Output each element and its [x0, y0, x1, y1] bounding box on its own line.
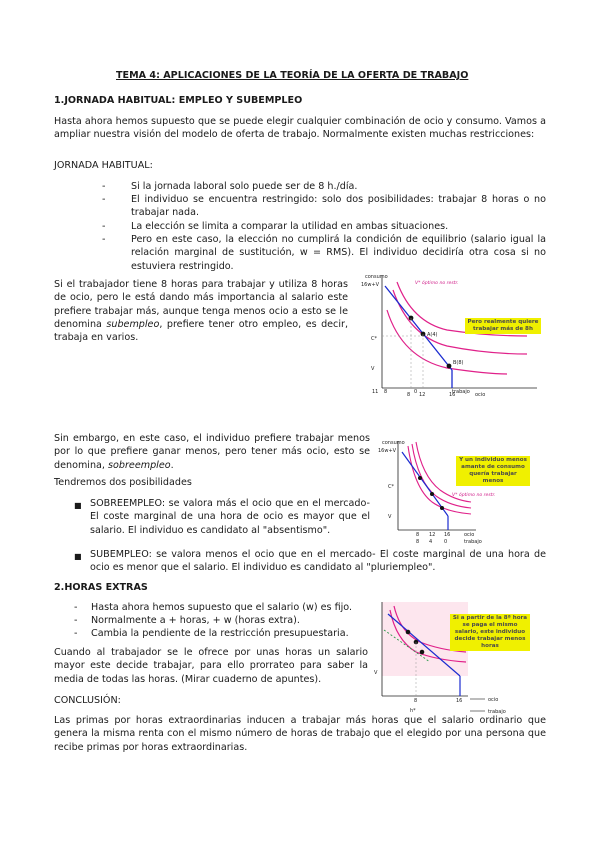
- fig1-x-tick-bottom: 0: [414, 389, 418, 395]
- para-text: Si el trabajador tiene 8 horas para trabajar y utiliza 8 horas de ocio, pero le está dando más importancia al salario este prefiere trabajar más, aunque tenga menos ocio a esto se le denomina: [54, 279, 348, 330]
- fig2-x-label-top: ocio: [464, 532, 475, 538]
- fig1-y-mark-v: V: [371, 366, 375, 372]
- list-item-text: Cambia la pendiente de la restricción presupuestaria.: [91, 628, 349, 639]
- figure-horas-extras: [370, 600, 545, 718]
- list-item-text: Hasta ahora hemos supuesto que el salario (w) es fijo.: [91, 602, 353, 613]
- fig2-x-label-bottom: trabajo: [464, 539, 482, 545]
- fig3-x-label-top: ocio: [488, 697, 499, 703]
- fig2-x-tick: 12: [429, 532, 436, 538]
- fig1-x-label-top: ocio: [475, 392, 486, 398]
- fig3-x-label-bottom: trabajo: [488, 709, 506, 715]
- conclusion-label: CONCLUSIÓN:: [54, 695, 121, 706]
- list-item-text: Si la jornada laboral solo puede ser de 8 h./día.: [131, 181, 358, 192]
- fig2-x-tick-bottom: 0: [444, 539, 448, 545]
- bullet-item: ■ SOBREEMPLEO: se valora más el ocio que en el mercado- El coste marginal de una hora de ocio es mayor que el salario. El individuo es candidato al "absentismo".: [74, 498, 370, 536]
- fig2-y-top: consumo: [382, 440, 405, 446]
- list-item: - El individuo se encuentra restringido: solo dos posibilidades: trabajar 8 horas o no trabajar nada.: [102, 194, 546, 219]
- para-text: , prefiere tener otro empleo, es decir, trabaja en varios.: [54, 318, 348, 344]
- fig3-x-tick: 8: [414, 698, 418, 704]
- fig2-note: Y un individuo menos amante de consumo quería trabajar menos: [456, 456, 530, 486]
- para-text: Sin embargo, en este caso, el individuo prefiere trabajar menos por lo que prefiere ganar menos, pero tener más ocio, esto se denomina,: [54, 433, 370, 471]
- fig1-point-a: A(4): [427, 332, 438, 338]
- list-item: - Normalmente a + horas, + w (horas extra).: [74, 614, 374, 627]
- para-text: .: [170, 459, 174, 471]
- section2-heading: 2.HORAS EXTRAS: [54, 582, 148, 593]
- figure-subempleo: [357, 270, 547, 400]
- fig1-x-tick: 12: [419, 392, 426, 398]
- bullet-text: SOBREEMPLEO: se valora más el ocio que en el mercado- El coste marginal de una hora de ocio es mayor que el salario. El individuo es candidato al "absentismo".: [90, 498, 370, 536]
- fig1-note: Pero realmente quiere trabajar más de 8h: [465, 318, 541, 334]
- list-item-text: El individuo se encuentra restringido: solo dos posibilidades: trabajar 8 horas o no trabajar nada.: [131, 194, 546, 219]
- figure-sobreempleo-graph: [376, 436, 544, 546]
- list-item: - Pero en este caso, la elección no cumplirá la condición de equilibrio (salario igual la relación marginal de sustitución, w = RMS). El individuo decidiría otra cosa si no estuviera restringido.: [102, 234, 546, 272]
- tendremos-text: Tendremos dos posibilidades: [54, 477, 192, 488]
- section1-intro: Hasta ahora hemos supuesto que se puede elegir cualquier combinación de ocio y consumo. Vamos a ampliar nuestra visión del modelo de oferta de trabajo. Normalmente existen muchas restricciones:: [54, 116, 546, 141]
- list-item-text: Normalmente a + horas, + w (horas extra).: [91, 615, 300, 626]
- section1-subheading: JORNADA HABITUAL:: [54, 160, 153, 171]
- fig2-y-mark-c: C*: [388, 484, 394, 490]
- bullet-item: ■ SUBEMPLEO: se valora menos el ocio que en el mercado- El coste marginal de una hora de ocio es menor que el salario. El individuo es candidato al "pluriempleo".: [74, 549, 546, 574]
- fig1-bottom-axis: [357, 389, 547, 401]
- fig2-y-mark-v: V: [388, 514, 392, 520]
- list-item: - La elección se limita a comparar la utilidad en ambas situaciones.: [102, 220, 546, 233]
- fig1-y-top: consumo: [365, 274, 388, 280]
- fig2-curve-label: V* óptimo no restr.: [452, 493, 496, 498]
- list-item-text: La elección se limita a comparar la utilidad en ambas situaciones.: [131, 221, 449, 232]
- fig1-x-tick-bottom: 11: [372, 389, 379, 395]
- fig3-note: Si a partir de la 8ª hora se paga el mismo salario, este individuo decide trabajar menos horas: [450, 614, 530, 651]
- fig1-x-tick: 16: [449, 392, 456, 398]
- paragraph-sobreempleo: [54, 432, 370, 472]
- document-title: TEMA 4: APLICACIONES DE LA TEORÍA DE LA OFERTA DE TRABAJO: [116, 70, 469, 81]
- fig1-x-tick: 8: [407, 392, 411, 398]
- figure-sobreempleo: [376, 436, 544, 546]
- fig1-x-label-bottom: trabajo: [452, 389, 470, 395]
- fig2-x-tick: 8: [416, 532, 420, 538]
- paragraph-subempleo: [54, 278, 348, 344]
- list-item: - Hasta ahora hemos supuesto que el salario (w) es fijo.: [74, 601, 374, 614]
- fig2-y-label: 16w+V: [378, 448, 397, 454]
- fig1-y-label: 16w+V: [361, 282, 380, 288]
- list-item: - Si la jornada laboral solo puede ser de 8 h./día.: [102, 180, 546, 193]
- section1-heading: 1.JORNADA HABITUAL: EMPLEO Y SUBEMPLEO: [54, 95, 303, 106]
- conclusion-text: Las primas por horas extraordinarias inducen a trabajar más horas que el salario ordinario que genera la misma renta con el mismo número de horas de trabajo que el elegido por una persona que recibe primas por horas extraordinarias.: [54, 715, 546, 753]
- fig3-x-tick: 16: [456, 698, 463, 704]
- list-item: - Cambia la pendiente de la restricción presupuestaria.: [74, 627, 374, 640]
- fig2-x-tick-bottom: 4: [429, 539, 433, 545]
- para-emphasis: subempleo: [106, 318, 160, 330]
- figure-subempleo-graph: [357, 270, 547, 400]
- fig2-x-tick: 16: [444, 532, 451, 538]
- fig3-y-mark-v: V: [374, 670, 378, 676]
- para-emphasis: sobreempleo: [108, 459, 171, 471]
- bullet-text: SUBEMPLEO: se valora menos el ocio que en el mercado- El coste marginal de una hora de ocio es menor que el salario. El individuo es candidato al "pluriempleo".: [90, 549, 546, 574]
- section2-paragraph: Cuando al trabajador se le ofrece por unas horas un salario mayor este decide trabajar, para ello prorrateo para saber la media de todas las horas. (Mirar cuaderno de apuntes).: [54, 647, 368, 685]
- list-item-text: Pero en este caso, la elección no cumplirá la condición de equilibrio (salario igual la relación marginal de sustitución, w = RMS). El individuo decidiría otra cosa si no estuviera restringido.: [131, 234, 546, 272]
- fig3-x-bottom: h*: [410, 708, 416, 714]
- fig2-x-tick-bottom: 8: [416, 539, 420, 545]
- fig1-y-mark-c: C*: [371, 336, 377, 342]
- fig1-x-tick-bottom: 8: [384, 389, 388, 395]
- fig1-point-b: B(8): [453, 360, 464, 366]
- fig1-curve-label: V* óptimo no restr.: [415, 281, 459, 286]
